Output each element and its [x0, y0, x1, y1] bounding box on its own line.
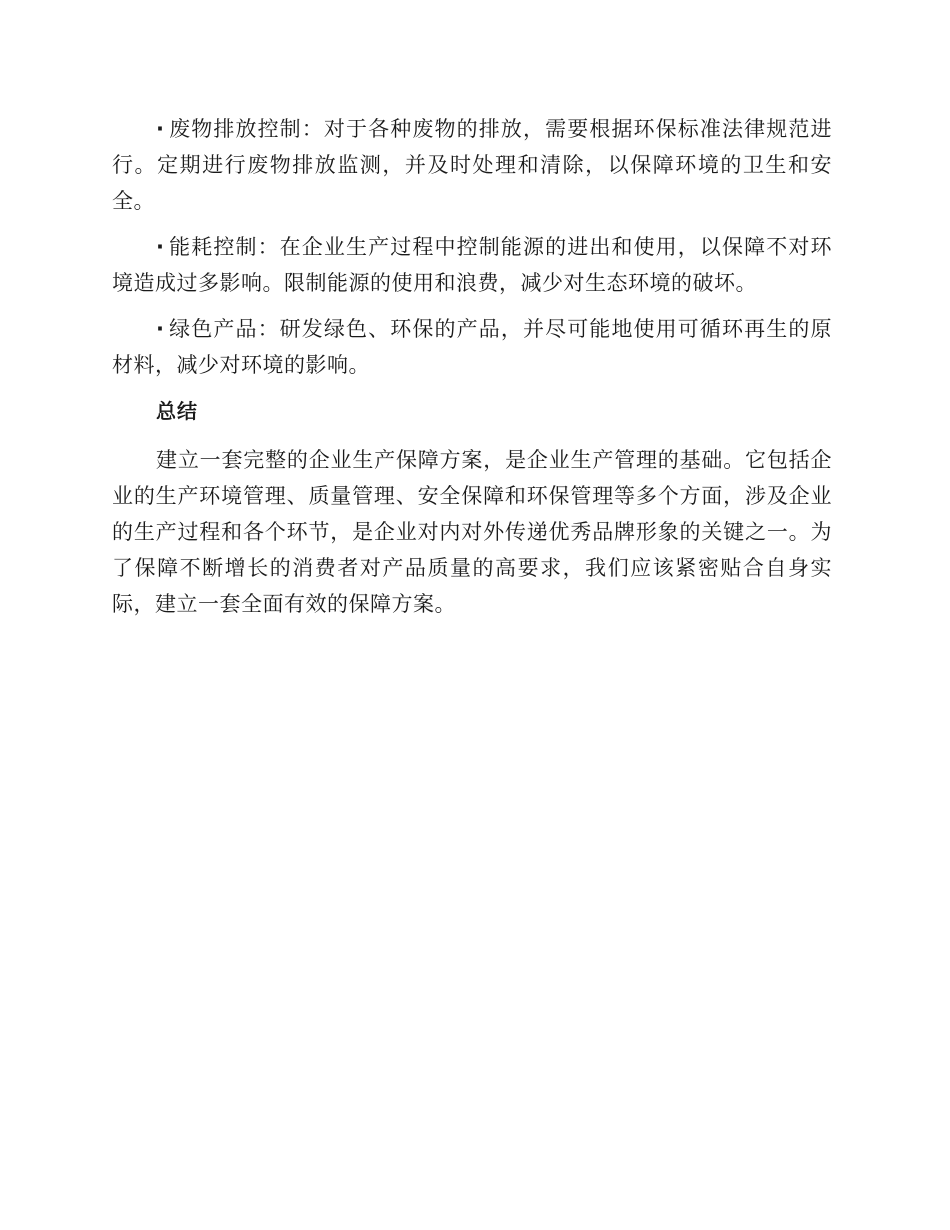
summary-paragraph: 建立一套完整的企业生产保障方案，是企业生产管理的基础。它包括企业的生产环境管理、质量管理、安全保障和环保管理等多个方面，涉及企业的生产过程和各个环节，是企业对内对外传递优秀品牌形象的关键之一。为了保障不断增长的消费者对产品质量的高要求，我们应该紧密贴合自身实际，建立一套全面有效的保障方案。: [112, 448, 832, 616]
summary-heading: 总结: [156, 399, 198, 423]
document-body: [112, 111, 832, 632]
bullet-dot-icon: ·: [156, 317, 165, 341]
bullet-paragraph-waste-control: [112, 111, 832, 219]
bullet-dot-icon: ·: [156, 235, 165, 259]
bullet-paragraph-energy-control: [112, 229, 832, 301]
bullet-text: 能耗控制：在企业生产过程中控制能源的进出和使用，以保障不对环境造成过多影响。限制能源的使用和浪费，减少对生态环境的破坏。: [112, 235, 832, 295]
bullet-text: 废物排放控制：对于各种废物的排放，需要根据环保标准法律规范进行。定期进行废物排放监测，并及时处理和清除，以保障环境的卫生和安全。: [112, 117, 832, 213]
bullet-dot-icon: ·: [156, 117, 165, 141]
bullet-text: 绿色产品：研发绿色、环保的产品，并尽可能地使用可循环再生的原材料，减少对环境的影响。: [112, 317, 832, 377]
bullet-paragraph-green-products: [112, 311, 832, 383]
